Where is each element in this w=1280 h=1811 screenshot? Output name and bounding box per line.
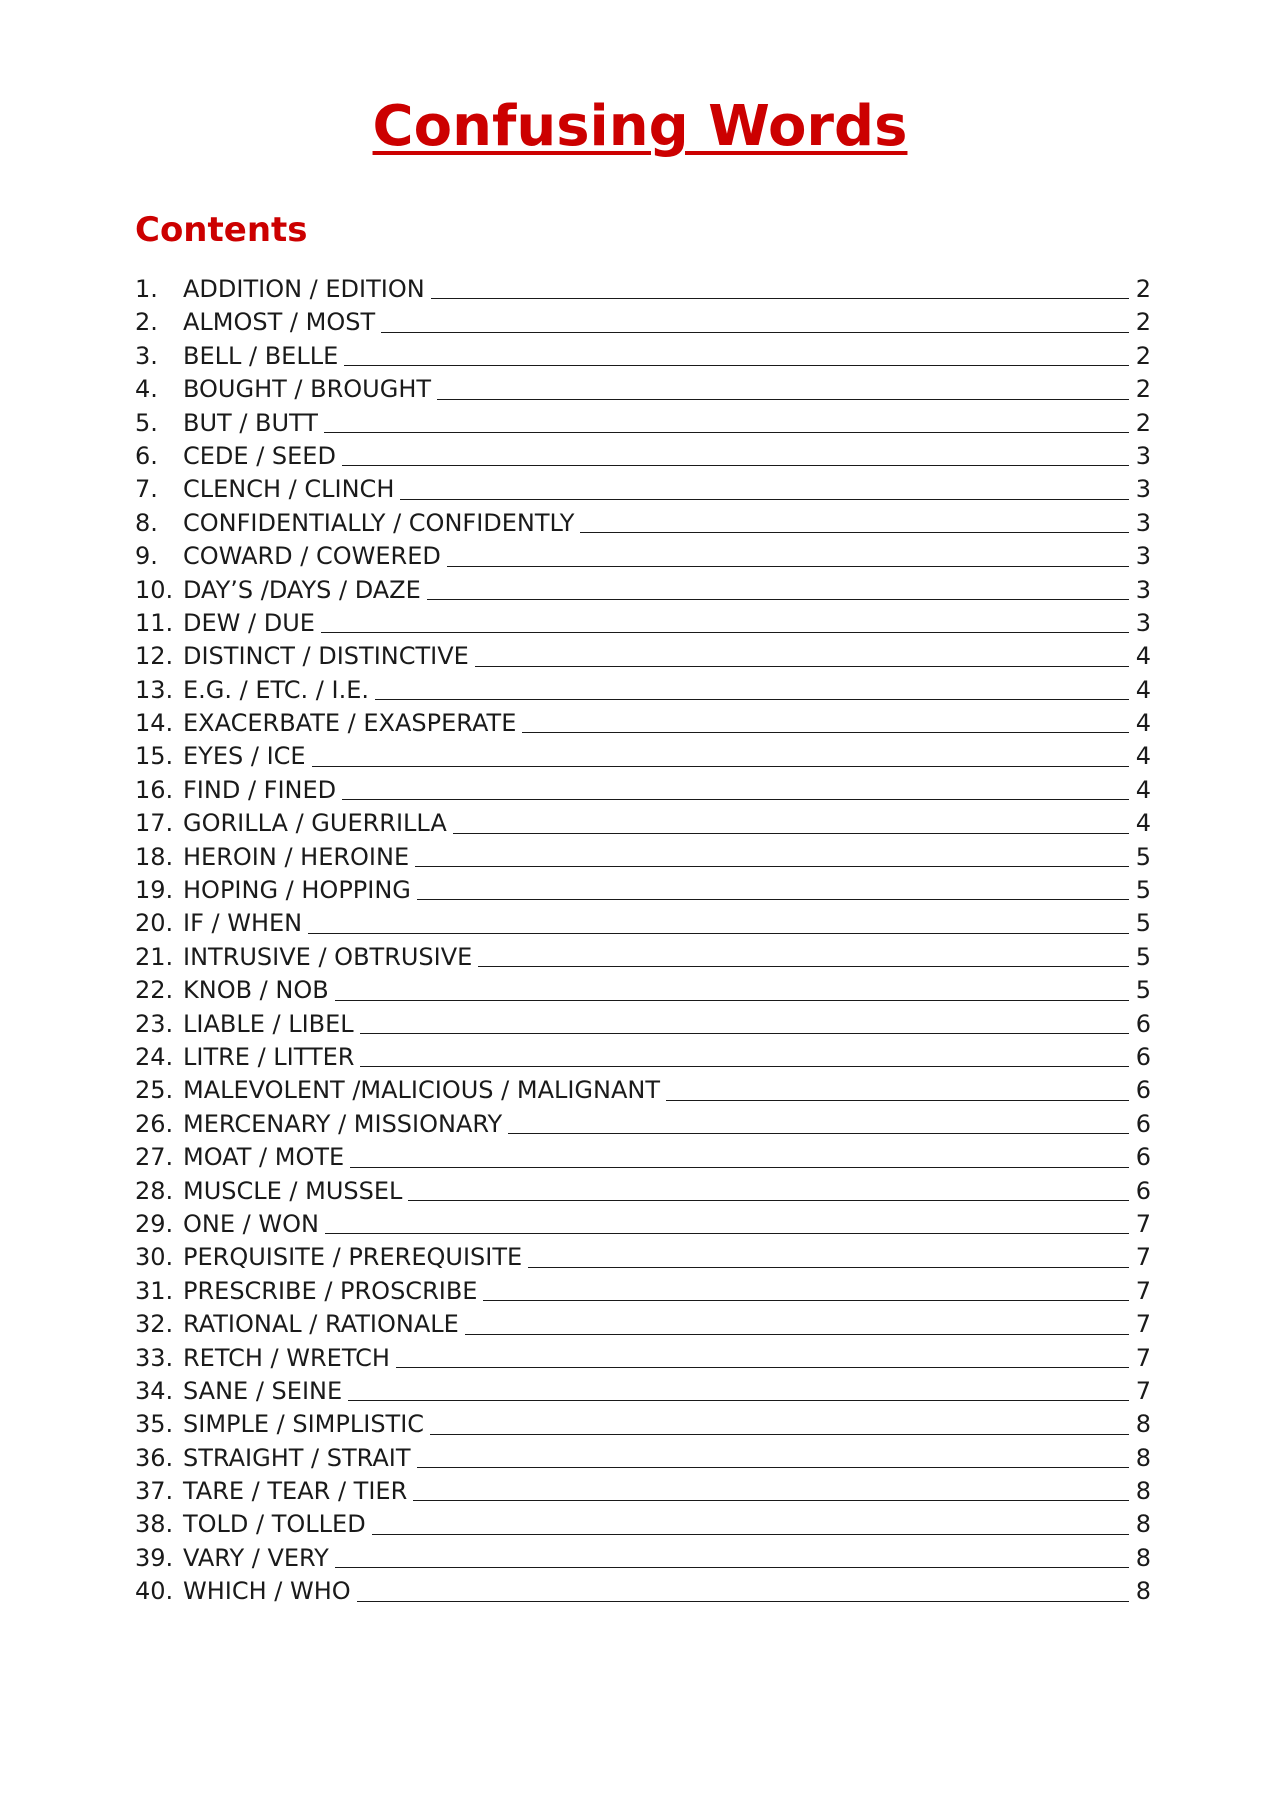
toc-entry-label: KNOB / NOB xyxy=(183,976,329,1005)
toc-entry[interactable] xyxy=(135,1141,1151,1174)
toc-entry[interactable] xyxy=(135,440,1151,473)
toc-entry[interactable] xyxy=(135,507,1151,540)
toc-leader-line xyxy=(408,1199,1129,1201)
toc-leader-line xyxy=(427,598,1129,600)
toc-leader-line xyxy=(417,898,1129,900)
toc-leader-line xyxy=(308,932,1129,934)
toc-entry[interactable] xyxy=(135,1108,1151,1141)
toc-entry-page-number: 7 xyxy=(1135,1209,1151,1238)
toc-entry-label: FIND / FINED xyxy=(183,775,337,804)
toc-leader-line xyxy=(430,1433,1129,1435)
toc-entry[interactable] xyxy=(135,740,1151,773)
toc-entry-number: 29. xyxy=(135,1209,174,1238)
toc-entry-number: 23. xyxy=(135,1009,174,1038)
document-title: Confusing Words xyxy=(372,94,908,159)
toc-leader-line xyxy=(381,331,1129,333)
toc-entry[interactable] xyxy=(135,1275,1151,1308)
toc-entry[interactable] xyxy=(135,373,1151,406)
toc-entry-number: 24. xyxy=(135,1042,174,1071)
toc-entry[interactable] xyxy=(135,974,1151,1007)
toc-entry-number: 15. xyxy=(135,742,174,771)
toc-entry-number: 1. xyxy=(135,275,158,303)
toc-entry[interactable] xyxy=(135,674,1151,707)
toc-entry-page-number: 8 xyxy=(1135,1477,1151,1506)
toc-entry-number: 17. xyxy=(135,809,174,838)
toc-entry-number: 27. xyxy=(135,1143,174,1172)
toc-entry-label: CLENCH / CLINCH xyxy=(183,475,395,504)
toc-entry-page-number: 8 xyxy=(1135,1577,1151,1606)
toc-entry-page-number: 5 xyxy=(1135,976,1151,1005)
toc-entry-page-number: 4 xyxy=(1135,709,1151,738)
toc-leader-line xyxy=(417,1466,1130,1468)
toc-leader-line xyxy=(342,464,1129,466)
toc-entry-page-number: 7 xyxy=(1135,1343,1151,1372)
toc-entry-page-number: 5 xyxy=(1135,876,1151,905)
toc-entry-number: 5. xyxy=(135,408,158,437)
toc-entry-number: 16. xyxy=(135,775,174,804)
toc-entry-number: 35. xyxy=(135,1410,174,1439)
toc-leader-line xyxy=(431,297,1129,299)
toc-entry-label: EXACERBATE / EXASPERATE xyxy=(183,709,517,738)
toc-entry-number: 40. xyxy=(135,1577,174,1606)
toc-leader-line xyxy=(396,1366,1129,1368)
toc-leader-line xyxy=(508,1132,1129,1134)
toc-entry[interactable] xyxy=(135,907,1151,940)
toc-entry[interactable] xyxy=(135,1375,1151,1408)
toc-entry[interactable] xyxy=(135,874,1151,907)
toc-entry[interactable] xyxy=(135,1308,1151,1341)
toc-leader-line xyxy=(360,1065,1129,1067)
toc-entry-number: 11. xyxy=(135,608,174,637)
toc-entry-number: 28. xyxy=(135,1176,174,1205)
toc-leader-line xyxy=(342,798,1129,800)
toc-entry-label: IF / WHEN xyxy=(183,909,303,938)
toc-entry-label: LITRE / LITTER xyxy=(183,1042,355,1071)
toc-entry-number: 7. xyxy=(135,475,158,504)
toc-entry-number: 3. xyxy=(135,341,158,370)
toc-leader-line xyxy=(321,631,1129,633)
toc-leader-line xyxy=(325,1232,1129,1234)
table-of-contents xyxy=(135,273,1151,1609)
toc-leader-line xyxy=(350,1166,1129,1168)
toc-entry[interactable] xyxy=(135,340,1151,373)
toc-entry[interactable] xyxy=(135,807,1151,840)
toc-entry-label: HOPING / HOPPING xyxy=(183,876,411,905)
toc-entry[interactable] xyxy=(135,574,1151,607)
toc-leader-line xyxy=(483,1299,1129,1301)
toc-entry-page-number: 6 xyxy=(1135,1076,1151,1105)
toc-entry-label: VARY / VERY xyxy=(183,1543,329,1572)
toc-entry-label: CONFIDENTIALLY / CONFIDENTLY xyxy=(183,508,575,537)
toc-leader-line xyxy=(375,698,1129,700)
toc-entry[interactable] xyxy=(135,306,1151,339)
toc-entry-page-number: 4 xyxy=(1135,775,1151,804)
toc-entry-label: INTRUSIVE / OBTRUSIVE xyxy=(183,942,473,971)
toc-entry-page-number: 7 xyxy=(1135,1276,1151,1305)
toc-entry-label: E.G. / ETC. / I.E. xyxy=(183,675,370,704)
toc-leader-line xyxy=(528,1266,1129,1268)
toc-entry-page-number: 5 xyxy=(1135,942,1151,971)
toc-entry[interactable] xyxy=(135,841,1151,874)
toc-entry-number: 33. xyxy=(135,1343,174,1372)
toc-leader-line xyxy=(453,832,1129,834)
toc-leader-line xyxy=(357,1600,1129,1602)
toc-leader-line xyxy=(360,1032,1129,1034)
toc-entry[interactable] xyxy=(135,941,1151,974)
toc-entry-number: 39. xyxy=(135,1543,174,1572)
toc-entry-number: 10. xyxy=(135,575,174,604)
toc-entry-page-number: 2 xyxy=(1135,275,1151,303)
toc-entry-number: 14. xyxy=(135,709,174,738)
toc-entry-number: 21. xyxy=(135,942,174,971)
toc-entry-label: MERCENARY / MISSIONARY xyxy=(183,1109,503,1138)
toc-entry-page-number: 4 xyxy=(1135,675,1151,704)
toc-entry[interactable] xyxy=(135,1442,1151,1475)
toc-entry-page-number: 2 xyxy=(1135,341,1151,370)
toc-entry-page-number: 6 xyxy=(1135,1009,1151,1038)
toc-entry-label: BELL / BELLE xyxy=(183,341,339,370)
toc-leader-line xyxy=(478,965,1129,967)
toc-entry-label: BOUGHT / BROUGHT xyxy=(183,375,432,404)
toc-entry[interactable] xyxy=(135,1342,1151,1375)
toc-entry-label: COWARD / COWERED xyxy=(183,542,441,571)
toc-leader-line xyxy=(522,731,1129,733)
toc-entry-label: SIMPLE / SIMPLISTIC xyxy=(183,1410,425,1439)
toc-entry[interactable] xyxy=(135,407,1151,440)
toc-entry[interactable] xyxy=(135,774,1151,807)
toc-leader-line xyxy=(475,665,1129,667)
toc-entry[interactable] xyxy=(135,273,1151,306)
toc-entry-label: WHICH / WHO xyxy=(183,1577,351,1606)
toc-entry-page-number: 6 xyxy=(1135,1176,1151,1205)
toc-entry-label: GORILLA / GUERRILLA xyxy=(183,809,447,838)
toc-leader-line xyxy=(324,431,1129,433)
toc-entry-label: SANE / SEINE xyxy=(183,1376,343,1405)
toc-entry[interactable] xyxy=(135,640,1151,673)
toc-entry-number: 12. xyxy=(135,642,174,671)
toc-entry-label: DISTINCT / DISTINCTIVE xyxy=(183,642,469,671)
toc-entry[interactable] xyxy=(135,1508,1151,1541)
toc-entry-page-number: 7 xyxy=(1135,1376,1151,1405)
toc-entry-label: TARE / TEAR / TIER xyxy=(183,1477,408,1506)
toc-entry-label: ALMOST / MOST xyxy=(183,308,376,337)
toc-entry[interactable] xyxy=(135,540,1151,573)
toc-entry-page-number: 3 xyxy=(1135,441,1151,470)
toc-entry[interactable] xyxy=(135,1542,1151,1575)
toc-entry-page-number: 4 xyxy=(1135,809,1151,838)
toc-entry-label: CEDE / SEED xyxy=(183,441,336,470)
toc-entry-label: STRAIGHT / STRAIT xyxy=(183,1443,411,1472)
toc-entry-label: BUT / BUTT xyxy=(183,408,318,437)
toc-entry-page-number: 4 xyxy=(1135,642,1151,671)
toc-entry-page-number: 4 xyxy=(1135,742,1151,771)
toc-entry[interactable] xyxy=(135,473,1151,506)
toc-entry-page-number: 8 xyxy=(1135,1443,1151,1472)
toc-leader-line xyxy=(312,765,1129,767)
toc-entry-label: EYES / ICE xyxy=(183,742,306,771)
toc-leader-line xyxy=(415,865,1129,867)
toc-entry-page-number: 2 xyxy=(1135,308,1151,337)
toc-entry-number: 20. xyxy=(135,909,174,938)
toc-entry[interactable] xyxy=(135,1074,1151,1107)
toc-leader-line xyxy=(413,1499,1129,1501)
toc-leader-line xyxy=(344,364,1129,366)
toc-leader-line xyxy=(335,999,1129,1001)
toc-entry-number: 22. xyxy=(135,976,174,1005)
toc-entry-label: ADDITION / EDITION xyxy=(183,275,425,303)
toc-entry-label: PERQUISITE / PREREQUISITE xyxy=(183,1243,523,1272)
toc-entry-number: 4. xyxy=(135,375,158,404)
toc-entry-number: 31. xyxy=(135,1276,174,1305)
toc-entry[interactable] xyxy=(135,1008,1151,1041)
toc-leader-line xyxy=(447,565,1129,567)
toc-entry[interactable] xyxy=(135,707,1151,740)
toc-entry-label: DAY’S /DAYS / DAZE xyxy=(183,575,421,604)
toc-leader-line xyxy=(372,1533,1129,1535)
toc-entry-number: 25. xyxy=(135,1076,174,1105)
toc-entry-label: ONE / WON xyxy=(183,1209,319,1238)
toc-entry-label: LIABLE / LIBEL xyxy=(183,1009,354,1038)
toc-entry-page-number: 8 xyxy=(1135,1510,1151,1539)
toc-entry[interactable] xyxy=(135,1241,1151,1274)
toc-entry[interactable] xyxy=(135,607,1151,640)
toc-entry-label: RATIONAL / RATIONALE xyxy=(183,1310,459,1339)
toc-leader-line xyxy=(348,1399,1129,1401)
contents-heading: Contents xyxy=(135,210,308,250)
toc-leader-line xyxy=(335,1566,1129,1568)
toc-entry-page-number: 3 xyxy=(1135,608,1151,637)
toc-entry[interactable] xyxy=(135,1575,1151,1608)
toc-entry-number: 9. xyxy=(135,542,158,571)
toc-entry-number: 6. xyxy=(135,441,158,470)
toc-entry-number: 32. xyxy=(135,1310,174,1339)
toc-entry-number: 18. xyxy=(135,842,174,871)
toc-entry-number: 30. xyxy=(135,1243,174,1272)
toc-entry-page-number: 8 xyxy=(1135,1410,1151,1439)
toc-entry[interactable] xyxy=(135,1041,1151,1074)
toc-entry-label: RETCH / WRETCH xyxy=(183,1343,390,1372)
toc-entry[interactable] xyxy=(135,1208,1151,1241)
toc-entry[interactable] xyxy=(135,1175,1151,1208)
toc-entry-page-number: 6 xyxy=(1135,1042,1151,1071)
toc-entry-label: MOAT / MOTE xyxy=(183,1143,345,1172)
toc-leader-line xyxy=(580,531,1129,533)
toc-leader-line xyxy=(437,398,1129,400)
toc-entry-page-number: 2 xyxy=(1135,408,1151,437)
toc-entry-page-number: 8 xyxy=(1135,1543,1151,1572)
toc-entry-number: 34. xyxy=(135,1376,174,1405)
toc-entry-number: 37. xyxy=(135,1477,174,1506)
toc-entry-page-number: 3 xyxy=(1135,542,1151,571)
toc-entry-number: 13. xyxy=(135,675,174,704)
toc-entry-label: TOLD / TOLLED xyxy=(183,1510,366,1539)
toc-entry-label: MALEVOLENT /MALICIOUS / MALIGNANT xyxy=(183,1076,661,1105)
toc-leader-line xyxy=(666,1099,1129,1101)
toc-entry[interactable] xyxy=(135,1475,1151,1508)
toc-entry-page-number: 5 xyxy=(1135,842,1151,871)
toc-entry-page-number: 6 xyxy=(1135,1143,1151,1172)
toc-entry-label: HEROIN / HEROINE xyxy=(183,842,410,871)
toc-entry[interactable] xyxy=(135,1408,1151,1441)
toc-entry-number: 2. xyxy=(135,308,158,337)
toc-entry-page-number: 7 xyxy=(1135,1243,1151,1272)
toc-entry-page-number: 6 xyxy=(1135,1109,1151,1138)
toc-entry-label: DEW / DUE xyxy=(183,608,315,637)
toc-entry-page-number: 3 xyxy=(1135,508,1151,537)
toc-entry-page-number: 3 xyxy=(1135,575,1151,604)
toc-leader-line xyxy=(465,1333,1129,1335)
toc-entry-number: 19. xyxy=(135,876,174,905)
toc-entry-label: PRESCRIBE / PROSCRIBE xyxy=(183,1276,478,1305)
toc-entry-page-number: 2 xyxy=(1135,375,1151,404)
toc-entry-number: 8. xyxy=(135,508,158,537)
toc-entry-number: 36. xyxy=(135,1443,174,1472)
toc-entry-number: 26. xyxy=(135,1109,174,1138)
toc-entry-label: MUSCLE / MUSSEL xyxy=(183,1176,403,1205)
toc-entry-page-number: 3 xyxy=(1135,475,1151,504)
toc-entry-page-number: 5 xyxy=(1135,909,1151,938)
toc-entry-page-number: 7 xyxy=(1135,1310,1151,1339)
toc-leader-line xyxy=(400,498,1129,500)
toc-entry-number: 38. xyxy=(135,1510,174,1539)
